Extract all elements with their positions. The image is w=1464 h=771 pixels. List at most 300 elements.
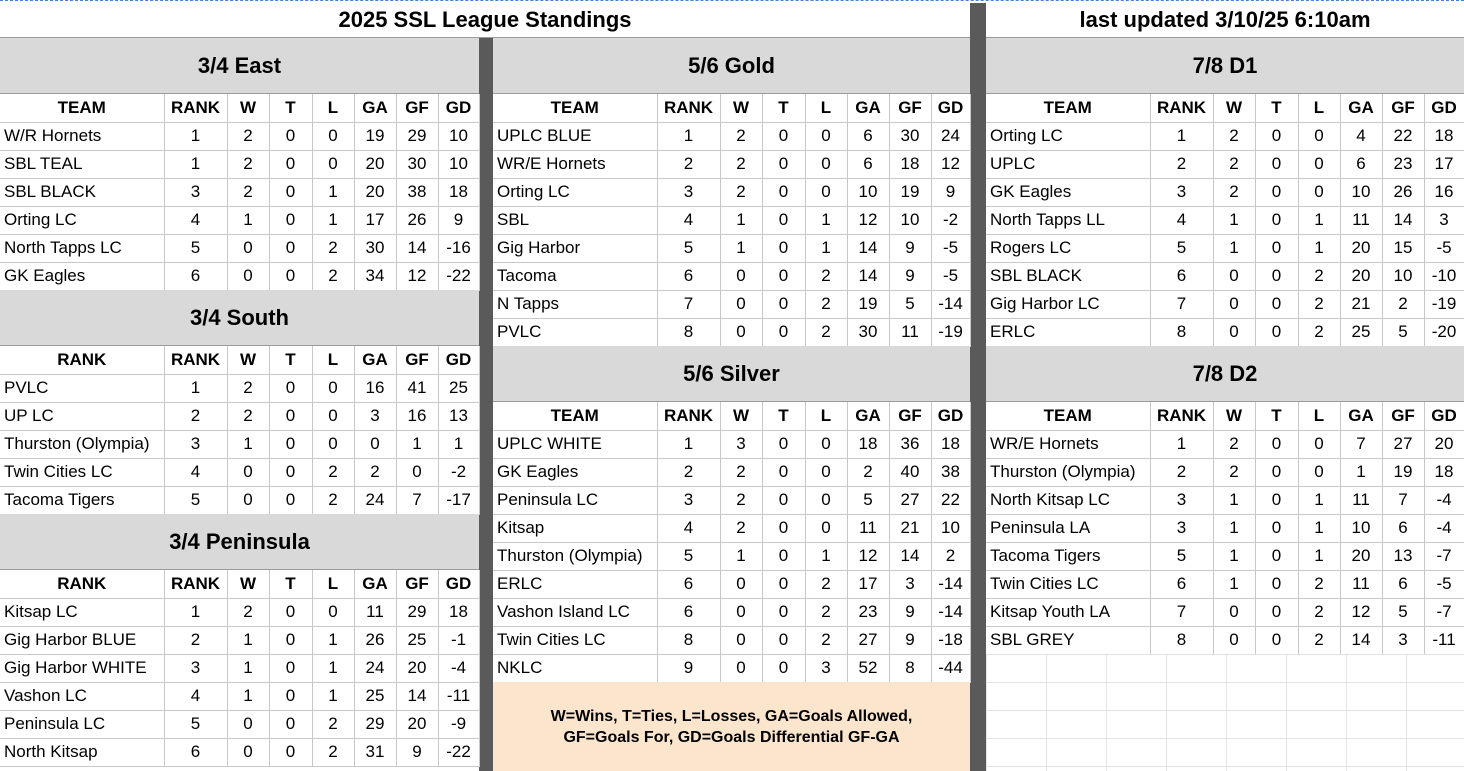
- cell-wins[interactable]: 2: [720, 178, 762, 206]
- cell-goals-allowed[interactable]: 10: [1340, 514, 1382, 542]
- cell-goals-allowed[interactable]: 24: [354, 486, 396, 514]
- cell-losses[interactable]: 0: [1298, 122, 1340, 150]
- cell-team[interactable]: Kitsap: [493, 514, 657, 542]
- cell-goal-diff[interactable]: -5: [1424, 570, 1464, 598]
- cell-wins[interactable]: 1: [1213, 514, 1255, 542]
- cell-goal-diff[interactable]: -4: [1424, 514, 1464, 542]
- cell-ties[interactable]: 0: [762, 290, 805, 318]
- cell-team[interactable]: GK Eagles: [986, 178, 1150, 206]
- cell-goal-diff[interactable]: -11: [438, 682, 479, 710]
- cell-goals-for[interactable]: 29: [396, 598, 438, 626]
- cell-losses[interactable]: 2: [805, 570, 847, 598]
- cell-wins[interactable]: 0: [720, 626, 762, 654]
- cell-goals-for[interactable]: 10: [1382, 262, 1424, 290]
- cell-wins[interactable]: 2: [1213, 458, 1255, 486]
- cell-team[interactable]: SBL: [493, 206, 657, 234]
- cell-goals-for[interactable]: 9: [396, 738, 438, 766]
- cell-losses[interactable]: 2: [1298, 570, 1340, 598]
- cell-goals-allowed[interactable]: 11: [1340, 206, 1382, 234]
- cell-goals-allowed[interactable]: 27: [847, 626, 889, 654]
- cell-wins[interactable]: 2: [720, 514, 762, 542]
- cell-ties[interactable]: 0: [269, 710, 312, 738]
- cell-goals-for[interactable]: 29: [396, 122, 438, 150]
- cell-goal-diff[interactable]: 18: [438, 598, 479, 626]
- cell-rank[interactable]: 3: [164, 430, 227, 458]
- cell-losses[interactable]: 0: [1298, 178, 1340, 206]
- cell-losses[interactable]: 1: [312, 178, 354, 206]
- cell-team[interactable]: UPLC WHITE: [493, 430, 657, 458]
- cell-ties[interactable]: 0: [762, 430, 805, 458]
- cell-goal-diff[interactable]: -2: [438, 458, 479, 486]
- cell-goal-diff[interactable]: 12: [931, 150, 970, 178]
- cell-rank[interactable]: 1: [164, 374, 227, 402]
- cell-goal-diff[interactable]: 9: [931, 178, 970, 206]
- cell-goals-for[interactable]: 7: [396, 486, 438, 514]
- cell-ties[interactable]: 0: [269, 738, 312, 766]
- cell-goals-for[interactable]: 14: [396, 234, 438, 262]
- cell-team[interactable]: ERLC: [493, 570, 657, 598]
- cell-rank[interactable]: 1: [164, 598, 227, 626]
- cell-ties[interactable]: 0: [762, 318, 805, 346]
- cell-wins[interactable]: 1: [720, 206, 762, 234]
- cell-goal-diff[interactable]: -22: [438, 262, 479, 290]
- cell-goals-for[interactable]: 15: [1382, 234, 1424, 262]
- cell-team[interactable]: North Tapps LL: [986, 206, 1150, 234]
- cell-losses[interactable]: 1: [1298, 486, 1340, 514]
- cell-goals-for[interactable]: 1: [396, 430, 438, 458]
- cell-team[interactable]: North Kitsap LC: [986, 486, 1150, 514]
- cell-goals-allowed[interactable]: 20: [1340, 542, 1382, 570]
- cell-rank[interactable]: 9: [657, 654, 720, 682]
- cell-goal-diff[interactable]: -44: [931, 654, 970, 682]
- cell-goal-diff[interactable]: 20: [1424, 430, 1464, 458]
- cell-rank[interactable]: 5: [1150, 234, 1213, 262]
- cell-rank[interactable]: 5: [657, 542, 720, 570]
- cell-goals-for[interactable]: 41: [396, 374, 438, 402]
- cell-losses[interactable]: 1: [312, 206, 354, 234]
- cell-goal-diff[interactable]: 25: [438, 374, 479, 402]
- cell-goals-for[interactable]: 18: [889, 150, 931, 178]
- cell-rank[interactable]: 6: [657, 598, 720, 626]
- cell-team[interactable]: PVLC: [493, 318, 657, 346]
- cell-goals-allowed[interactable]: 1: [1340, 458, 1382, 486]
- cell-losses[interactable]: 0: [805, 150, 847, 178]
- cell-team[interactable]: Peninsula LA: [986, 514, 1150, 542]
- cell-wins[interactable]: 2: [720, 150, 762, 178]
- cell-wins[interactable]: 1: [227, 206, 269, 234]
- cell-wins[interactable]: 1: [227, 626, 269, 654]
- cell-wins[interactable]: 2: [227, 150, 269, 178]
- cell-rank[interactable]: 6: [1150, 262, 1213, 290]
- cell-goals-allowed[interactable]: 34: [354, 262, 396, 290]
- cell-goals-allowed[interactable]: 2: [354, 458, 396, 486]
- cell-team[interactable]: Gig Harbor BLUE: [0, 626, 164, 654]
- cell-goals-for[interactable]: 20: [396, 654, 438, 682]
- cell-rank[interactable]: 2: [1150, 150, 1213, 178]
- cell-team[interactable]: Kitsap LC: [0, 598, 164, 626]
- cell-wins[interactable]: 1: [720, 234, 762, 262]
- cell-goals-for[interactable]: 9: [889, 598, 931, 626]
- cell-goals-allowed[interactable]: 19: [847, 290, 889, 318]
- cell-goals-for[interactable]: 3: [1382, 626, 1424, 654]
- cell-wins[interactable]: 0: [720, 290, 762, 318]
- cell-goals-allowed[interactable]: 14: [1340, 626, 1382, 654]
- cell-ties[interactable]: 0: [269, 430, 312, 458]
- cell-goals-allowed[interactable]: 30: [847, 318, 889, 346]
- cell-ties[interactable]: 0: [1255, 598, 1298, 626]
- cell-goals-allowed[interactable]: 24: [354, 654, 396, 682]
- cell-goals-allowed[interactable]: 52: [847, 654, 889, 682]
- cell-goals-allowed[interactable]: 19: [354, 122, 396, 150]
- cell-goals-for[interactable]: 7: [1382, 486, 1424, 514]
- cell-team[interactable]: PVLC: [0, 374, 164, 402]
- cell-ties[interactable]: 0: [269, 402, 312, 430]
- cell-team[interactable]: SBL BLACK: [0, 178, 164, 206]
- cell-goal-diff[interactable]: -14: [931, 598, 970, 626]
- cell-goals-allowed[interactable]: 23: [847, 598, 889, 626]
- cell-ties[interactable]: 0: [269, 598, 312, 626]
- cell-ties[interactable]: 0: [269, 486, 312, 514]
- cell-wins[interactable]: 0: [227, 458, 269, 486]
- cell-rank[interactable]: 8: [1150, 318, 1213, 346]
- cell-team[interactable]: Vashon Island LC: [493, 598, 657, 626]
- cell-goals-allowed[interactable]: 21: [1340, 290, 1382, 318]
- cell-ties[interactable]: 0: [269, 178, 312, 206]
- cell-goals-for[interactable]: 9: [889, 234, 931, 262]
- cell-team[interactable]: Twin Cities LC: [0, 458, 164, 486]
- cell-goals-allowed[interactable]: 12: [1340, 598, 1382, 626]
- cell-goals-for[interactable]: 2: [1382, 290, 1424, 318]
- cell-losses[interactable]: 1: [805, 234, 847, 262]
- cell-goal-diff[interactable]: 18: [438, 178, 479, 206]
- cell-rank[interactable]: 2: [657, 458, 720, 486]
- cell-goal-diff[interactable]: 9: [438, 206, 479, 234]
- cell-goals-allowed[interactable]: 11: [1340, 486, 1382, 514]
- cell-wins[interactable]: 1: [227, 654, 269, 682]
- cell-ties[interactable]: 0: [762, 570, 805, 598]
- cell-losses[interactable]: 0: [312, 122, 354, 150]
- cell-losses[interactable]: 0: [1298, 150, 1340, 178]
- cell-team[interactable]: Twin Cities LC: [986, 570, 1150, 598]
- cell-rank[interactable]: 3: [1150, 486, 1213, 514]
- cell-goals-for[interactable]: 14: [396, 682, 438, 710]
- cell-team[interactable]: GK Eagles: [493, 458, 657, 486]
- cell-losses[interactable]: 1: [312, 682, 354, 710]
- cell-goal-diff[interactable]: 2: [931, 542, 970, 570]
- cell-goal-diff[interactable]: 1: [438, 430, 479, 458]
- cell-wins[interactable]: 0: [720, 654, 762, 682]
- cell-ties[interactable]: 0: [1255, 458, 1298, 486]
- cell-goals-allowed[interactable]: 20: [1340, 234, 1382, 262]
- cell-goals-allowed[interactable]: 17: [847, 570, 889, 598]
- cell-rank[interactable]: 4: [164, 458, 227, 486]
- cell-losses[interactable]: 0: [312, 402, 354, 430]
- cell-ties[interactable]: 0: [269, 206, 312, 234]
- cell-goals-allowed[interactable]: 12: [847, 542, 889, 570]
- cell-rank[interactable]: 3: [657, 486, 720, 514]
- cell-ties[interactable]: 0: [1255, 234, 1298, 262]
- cell-goals-for[interactable]: 21: [889, 514, 931, 542]
- cell-wins[interactable]: 2: [720, 458, 762, 486]
- cell-ties[interactable]: 0: [269, 682, 312, 710]
- cell-ties[interactable]: 0: [762, 178, 805, 206]
- cell-team[interactable]: Thurston (Olympia): [986, 458, 1150, 486]
- cell-goals-for[interactable]: 16: [396, 402, 438, 430]
- cell-losses[interactable]: 0: [312, 150, 354, 178]
- cell-wins[interactable]: 0: [227, 234, 269, 262]
- cell-wins[interactable]: 0: [720, 262, 762, 290]
- cell-rank[interactable]: 5: [164, 710, 227, 738]
- cell-goals-allowed[interactable]: 0: [354, 430, 396, 458]
- cell-goal-diff[interactable]: -2: [931, 206, 970, 234]
- cell-losses[interactable]: 2: [1298, 318, 1340, 346]
- cell-goal-diff[interactable]: 38: [931, 458, 970, 486]
- cell-team[interactable]: GK Eagles: [0, 262, 164, 290]
- cell-team[interactable]: Tacoma: [493, 262, 657, 290]
- cell-goals-allowed[interactable]: 7: [1340, 430, 1382, 458]
- cell-rank[interactable]: 3: [164, 178, 227, 206]
- cell-goals-allowed[interactable]: 11: [847, 514, 889, 542]
- cell-losses[interactable]: 1: [1298, 514, 1340, 542]
- cell-team[interactable]: WR/E Hornets: [493, 150, 657, 178]
- cell-goal-diff[interactable]: 10: [438, 122, 479, 150]
- cell-goals-allowed[interactable]: 18: [847, 430, 889, 458]
- cell-wins[interactable]: 1: [720, 542, 762, 570]
- cell-goals-allowed[interactable]: 31: [354, 738, 396, 766]
- cell-rank[interactable]: 7: [1150, 290, 1213, 318]
- cell-losses[interactable]: 1: [1298, 542, 1340, 570]
- cell-team[interactable]: Orting LC: [0, 206, 164, 234]
- cell-losses[interactable]: 1: [1298, 234, 1340, 262]
- cell-rank[interactable]: 1: [164, 150, 227, 178]
- cell-ties[interactable]: 0: [762, 598, 805, 626]
- cell-ties[interactable]: 0: [762, 150, 805, 178]
- cell-losses[interactable]: 1: [805, 206, 847, 234]
- cell-goal-diff[interactable]: 22: [931, 486, 970, 514]
- cell-rank[interactable]: 4: [657, 514, 720, 542]
- cell-goals-allowed[interactable]: 14: [847, 234, 889, 262]
- cell-losses[interactable]: 2: [805, 598, 847, 626]
- cell-goals-allowed[interactable]: 6: [847, 122, 889, 150]
- cell-ties[interactable]: 0: [269, 458, 312, 486]
- cell-losses[interactable]: 0: [312, 430, 354, 458]
- cell-losses[interactable]: 2: [312, 710, 354, 738]
- cell-team[interactable]: Peninsula LC: [493, 486, 657, 514]
- cell-goals-allowed[interactable]: 11: [354, 598, 396, 626]
- cell-losses[interactable]: 2: [312, 262, 354, 290]
- cell-goals-allowed[interactable]: 20: [354, 178, 396, 206]
- cell-goal-diff[interactable]: -18: [931, 626, 970, 654]
- cell-wins[interactable]: 0: [227, 710, 269, 738]
- cell-goal-diff[interactable]: 10: [438, 150, 479, 178]
- cell-goals-for[interactable]: 5: [1382, 318, 1424, 346]
- cell-team[interactable]: SBL BLACK: [986, 262, 1150, 290]
- cell-team[interactable]: Gig Harbor LC: [986, 290, 1150, 318]
- cell-rank[interactable]: 5: [657, 234, 720, 262]
- cell-goals-for[interactable]: 27: [889, 486, 931, 514]
- cell-goals-allowed[interactable]: 4: [1340, 122, 1382, 150]
- cell-wins[interactable]: 2: [1213, 150, 1255, 178]
- cell-ties[interactable]: 0: [1255, 206, 1298, 234]
- cell-goals-for[interactable]: 26: [396, 206, 438, 234]
- cell-losses[interactable]: 1: [805, 542, 847, 570]
- cell-team[interactable]: UPLC: [986, 150, 1150, 178]
- cell-goals-for[interactable]: 30: [889, 122, 931, 150]
- cell-goals-allowed[interactable]: 10: [1340, 178, 1382, 206]
- cell-goals-for[interactable]: 38: [396, 178, 438, 206]
- cell-team[interactable]: ERLC: [986, 318, 1150, 346]
- cell-goals-allowed[interactable]: 20: [1340, 262, 1382, 290]
- cell-team[interactable]: W/R Hornets: [0, 122, 164, 150]
- cell-goals-for[interactable]: 11: [889, 318, 931, 346]
- cell-rank[interactable]: 4: [164, 682, 227, 710]
- cell-goals-for[interactable]: 30: [396, 150, 438, 178]
- cell-goal-diff[interactable]: -5: [931, 234, 970, 262]
- cell-rank[interactable]: 3: [657, 178, 720, 206]
- cell-losses[interactable]: 0: [1298, 458, 1340, 486]
- cell-goals-for[interactable]: 6: [1382, 514, 1424, 542]
- cell-rank[interactable]: 2: [164, 626, 227, 654]
- cell-wins[interactable]: 0: [720, 318, 762, 346]
- cell-rank[interactable]: 4: [1150, 206, 1213, 234]
- cell-goal-diff[interactable]: -19: [931, 318, 970, 346]
- cell-team[interactable]: Orting LC: [493, 178, 657, 206]
- cell-ties[interactable]: 0: [269, 262, 312, 290]
- cell-ties[interactable]: 0: [269, 626, 312, 654]
- cell-goal-diff[interactable]: 10: [931, 514, 970, 542]
- cell-ties[interactable]: 0: [1255, 290, 1298, 318]
- cell-wins[interactable]: 2: [227, 374, 269, 402]
- cell-wins[interactable]: 0: [1213, 262, 1255, 290]
- cell-wins[interactable]: 2: [1213, 122, 1255, 150]
- cell-goal-diff[interactable]: -19: [1424, 290, 1464, 318]
- cell-team[interactable]: UP LC: [0, 402, 164, 430]
- cell-ties[interactable]: 0: [762, 206, 805, 234]
- cell-goal-diff[interactable]: -16: [438, 234, 479, 262]
- cell-losses[interactable]: 0: [805, 486, 847, 514]
- cell-goals-allowed[interactable]: 26: [354, 626, 396, 654]
- cell-goal-diff[interactable]: -5: [1424, 234, 1464, 262]
- cell-ties[interactable]: 0: [269, 234, 312, 262]
- cell-goals-allowed[interactable]: 29: [354, 710, 396, 738]
- cell-goals-for[interactable]: 19: [1382, 458, 1424, 486]
- cell-team[interactable]: Gig Harbor WHITE: [0, 654, 164, 682]
- cell-losses[interactable]: 3: [805, 654, 847, 682]
- cell-team[interactable]: North Tapps LC: [0, 234, 164, 262]
- cell-wins[interactable]: 2: [1213, 430, 1255, 458]
- cell-wins[interactable]: 2: [227, 402, 269, 430]
- cell-goals-allowed[interactable]: 6: [847, 150, 889, 178]
- cell-goals-for[interactable]: 27: [1382, 430, 1424, 458]
- cell-wins[interactable]: 1: [227, 682, 269, 710]
- cell-goal-diff[interactable]: -11: [1424, 626, 1464, 654]
- cell-wins[interactable]: 1: [1213, 542, 1255, 570]
- cell-ties[interactable]: 0: [762, 122, 805, 150]
- cell-goals-for[interactable]: 19: [889, 178, 931, 206]
- cell-wins[interactable]: 3: [720, 430, 762, 458]
- cell-goal-diff[interactable]: -20: [1424, 318, 1464, 346]
- cell-losses[interactable]: 0: [805, 430, 847, 458]
- cell-goal-diff[interactable]: -14: [931, 290, 970, 318]
- cell-rank[interactable]: 6: [1150, 570, 1213, 598]
- cell-goals-for[interactable]: 8: [889, 654, 931, 682]
- cell-losses[interactable]: 1: [312, 626, 354, 654]
- cell-wins[interactable]: 0: [720, 570, 762, 598]
- cell-goals-for[interactable]: 6: [1382, 570, 1424, 598]
- cell-goals-for[interactable]: 10: [889, 206, 931, 234]
- cell-goals-allowed[interactable]: 2: [847, 458, 889, 486]
- cell-ties[interactable]: 0: [762, 514, 805, 542]
- cell-rank[interactable]: 2: [164, 402, 227, 430]
- cell-rank[interactable]: 1: [657, 122, 720, 150]
- cell-rank[interactable]: 3: [1150, 178, 1213, 206]
- cell-wins[interactable]: 0: [720, 598, 762, 626]
- cell-team[interactable]: Vashon LC: [0, 682, 164, 710]
- cell-rank[interactable]: 1: [164, 122, 227, 150]
- cell-ties[interactable]: 0: [1255, 178, 1298, 206]
- cell-goals-allowed[interactable]: 25: [1340, 318, 1382, 346]
- cell-goal-diff[interactable]: -4: [438, 654, 479, 682]
- cell-wins[interactable]: 2: [720, 486, 762, 514]
- cell-wins[interactable]: 2: [1213, 178, 1255, 206]
- cell-team[interactable]: NKLC: [493, 654, 657, 682]
- cell-goals-allowed[interactable]: 10: [847, 178, 889, 206]
- cell-team[interactable]: Tacoma Tigers: [0, 486, 164, 514]
- cell-ties[interactable]: 0: [762, 486, 805, 514]
- cell-losses[interactable]: 2: [1298, 626, 1340, 654]
- cell-ties[interactable]: 0: [1255, 570, 1298, 598]
- cell-losses[interactable]: 2: [312, 738, 354, 766]
- cell-goals-allowed[interactable]: 17: [354, 206, 396, 234]
- cell-goals-allowed[interactable]: 3: [354, 402, 396, 430]
- cell-rank[interactable]: 4: [164, 206, 227, 234]
- cell-goals-for[interactable]: 26: [1382, 178, 1424, 206]
- cell-ties[interactable]: 0: [762, 262, 805, 290]
- cell-rank[interactable]: 1: [1150, 430, 1213, 458]
- cell-losses[interactable]: 2: [1298, 262, 1340, 290]
- cell-losses[interactable]: 2: [805, 318, 847, 346]
- cell-goals-for[interactable]: 23: [1382, 150, 1424, 178]
- cell-team[interactable]: N Tapps: [493, 290, 657, 318]
- cell-wins[interactable]: 2: [720, 122, 762, 150]
- cell-rank[interactable]: 8: [657, 318, 720, 346]
- cell-team[interactable]: North Kitsap: [0, 738, 164, 766]
- cell-losses[interactable]: 0: [312, 374, 354, 402]
- cell-losses[interactable]: 1: [1298, 206, 1340, 234]
- cell-wins[interactable]: 1: [227, 430, 269, 458]
- cell-goal-diff[interactable]: -5: [931, 262, 970, 290]
- cell-rank[interactable]: 2: [657, 150, 720, 178]
- cell-ties[interactable]: 0: [269, 654, 312, 682]
- cell-wins[interactable]: 0: [1213, 318, 1255, 346]
- cell-losses[interactable]: 2: [1298, 598, 1340, 626]
- cell-wins[interactable]: 0: [1213, 626, 1255, 654]
- cell-goals-for[interactable]: 13: [1382, 542, 1424, 570]
- cell-team[interactable]: Thurston (Olympia): [0, 430, 164, 458]
- cell-goals-for[interactable]: 9: [889, 626, 931, 654]
- cell-team[interactable]: Gig Harbor: [493, 234, 657, 262]
- cell-losses[interactable]: 0: [1298, 430, 1340, 458]
- cell-losses[interactable]: 2: [312, 458, 354, 486]
- cell-losses[interactable]: 0: [805, 122, 847, 150]
- cell-goals-for[interactable]: 14: [889, 542, 931, 570]
- cell-losses[interactable]: 0: [805, 514, 847, 542]
- cell-wins[interactable]: 2: [227, 598, 269, 626]
- cell-goals-allowed[interactable]: 14: [847, 262, 889, 290]
- cell-wins[interactable]: 2: [227, 178, 269, 206]
- cell-goals-allowed[interactable]: 25: [354, 682, 396, 710]
- cell-rank[interactable]: 6: [657, 570, 720, 598]
